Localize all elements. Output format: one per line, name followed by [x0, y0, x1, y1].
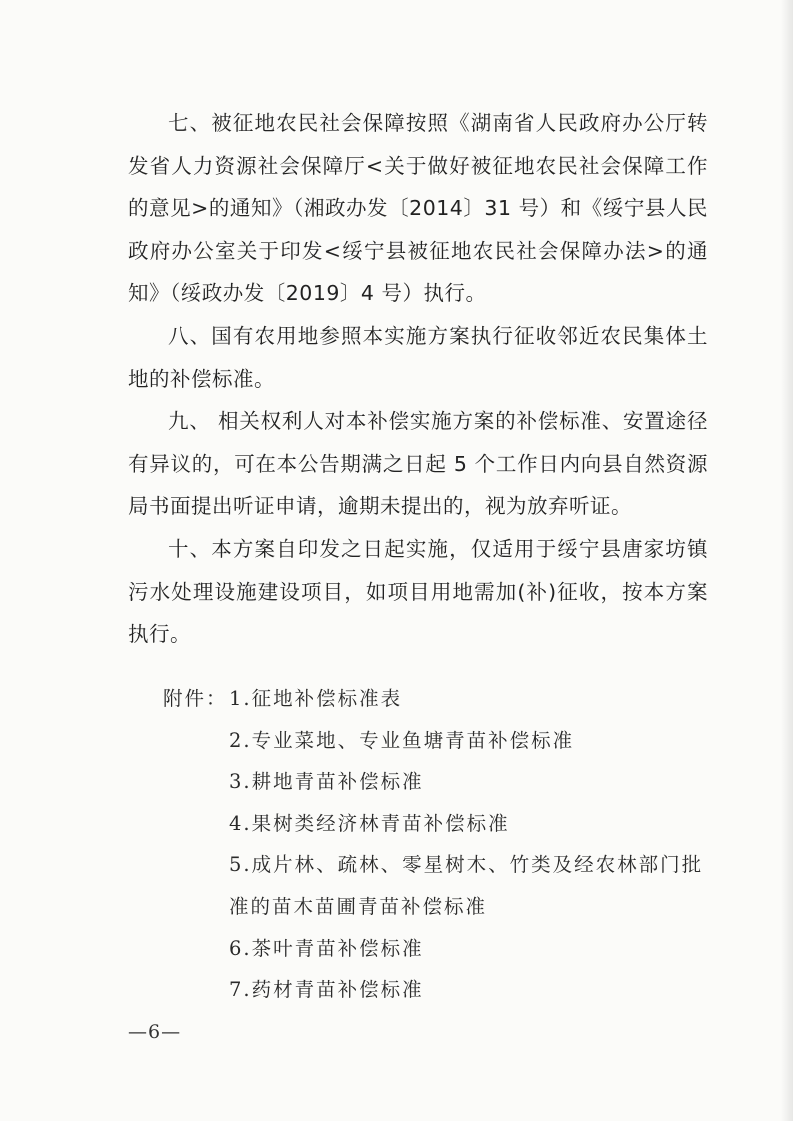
paragraph-hearing-objection: 九、 相关权利人对本补偿实施方案的补偿标准、安置途径有异议的，可在本公告期满之日起 5 个工作日内向县自然资源局书面提出听证申请，逾期未提出的，视为放弃听证。 [128, 409, 708, 519]
paragraph-effective-date: 十、本方案自印发之日起实施，仅适用于绥宁县唐家坊镇污水处理设施建设项目，如项目用地需加(补)征收，按本方案执行。 [128, 536, 708, 647]
paragraph-social-security: 七、被征地农民社会保障按照《湖南省人民政府办公厅转发省人力资源社会保障厅<关于做好被征地农民社会保障工作的意见>的通知》（湘政办发〔2014〕31 号）和《绥宁县人民政府办公室关于印发<绥宁县被征地农民社会保障办法>的通知》（绥政办发〔2019〕4 号）执行。 [128, 111, 708, 306]
attachments-label: 附件： [163, 687, 228, 710]
body-text [128, 102, 708, 656]
page-number: —6— [128, 1021, 182, 1043]
attachment-item-continuation: 准的苗木苗圃青苗补偿标准 [229, 894, 488, 918]
paragraph-state-farmland: 八、国有农用地参照本实施方案执行征收邻近农民集体土地的补偿标准。 [128, 323, 708, 391]
attachment-row-1 [163, 678, 723, 720]
scan-edge-shadow [781, 0, 793, 1121]
attachment-item: 2.专业菜地、专业鱼塘青苗补偿标准 [229, 728, 575, 752]
attachment-item: 3.耕地青苗补偿标准 [229, 770, 424, 794]
attachments-list [163, 678, 723, 1011]
attachment-item: 4.果树类经济林青苗补偿标准 [229, 811, 510, 835]
attachment-item: 6.茶叶青苗补偿标准 [229, 936, 424, 960]
attachment-item: 1.征地补偿标准表 [229, 687, 403, 710]
attachment-item: 7.药材青苗补偿标准 [229, 978, 424, 1002]
attachment-item: 5.成片林、疏林、零星树木、竹类及经农林部门批 [229, 853, 704, 877]
